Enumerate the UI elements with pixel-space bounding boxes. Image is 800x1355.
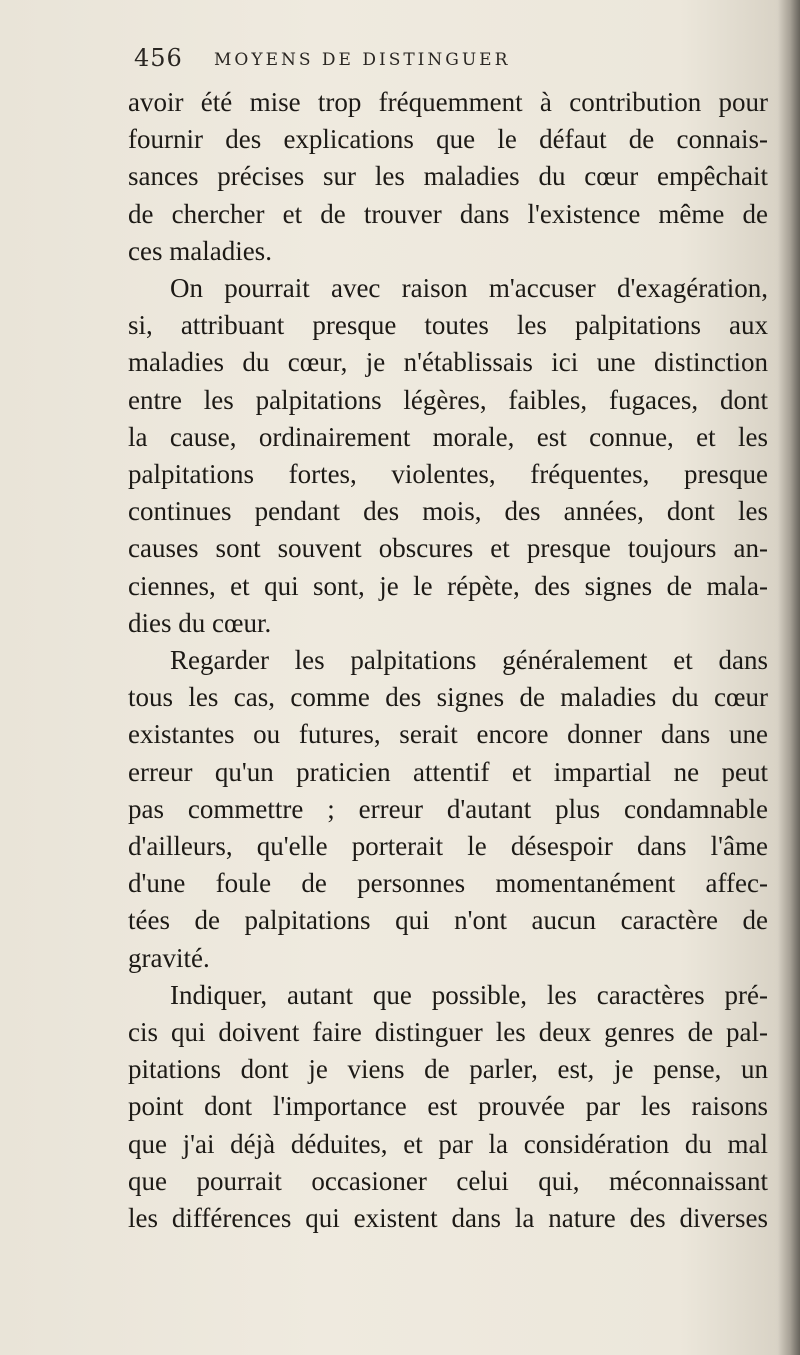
body-text	[128, 84, 768, 1237]
text-line: existantes ou futures, serait encore donner dans une	[128, 719, 768, 750]
text-line: les différences qui existent dans la nature des diverses	[128, 1203, 768, 1234]
text-line: Indiquer, autant que possible, les caractères pré-	[170, 979, 768, 1010]
text-line: que j'ai déjà déduites, et par la considération du mal	[128, 1128, 768, 1159]
text-line: ces maladies.	[128, 235, 272, 266]
text-line: maladies du cœur, je n'établissais ici une distinction	[128, 347, 768, 378]
page-header	[134, 42, 774, 84]
text-line: d'une foule de personnes momentanément affec-	[128, 868, 768, 899]
text-line: erreur qu'un praticien attentif et impartial ne peut	[128, 756, 768, 787]
text-line: tous les cas, comme des signes de maladies du cœur	[128, 682, 768, 713]
text-line: pas commettre ; erreur d'autant plus condamnable	[128, 793, 768, 824]
text-line: fournir des explications que le défaut de connais-	[128, 124, 768, 155]
text-line: continues pendant des mois, des années, dont les	[128, 496, 768, 527]
text-line: dies du cœur.	[128, 607, 272, 638]
text-line: tées de palpitations qui n'ont aucun caractère de	[128, 905, 768, 936]
text-line: avoir été mise trop fréquemment à contribution pour	[128, 87, 768, 117]
text-line: palpitations fortes, violentes, fréquentes, presque	[128, 459, 768, 490]
text-line: pitations dont je viens de parler, est, je pense, un	[128, 1054, 768, 1085]
text-line: d'ailleurs, qu'elle porterait le désespoir dans l'âme	[128, 831, 768, 862]
text-line: Regarder les palpitations généralement et dans	[170, 645, 768, 676]
text-line: si, attribuant presque toutes les palpitations aux	[128, 310, 768, 341]
page-edge-shadow	[778, 0, 800, 1355]
text-line: que pourrait occasioner celui qui, méconnaissant	[128, 1165, 768, 1196]
text-line: causes sont souvent obscures et presque toujours an-	[128, 533, 768, 564]
text-line: point dont l'importance est prouvée par les raisons	[128, 1091, 768, 1122]
text-line: entre les palpitations légères, faibles, fugaces, dont	[128, 384, 768, 415]
text-line: sances précises sur les maladies du cœur empêchait	[128, 161, 768, 192]
text-line: On pourrait avec raison m'accuser d'exagération,	[170, 273, 768, 304]
text-line: de chercher et de trouver dans l'existence même de	[128, 198, 768, 229]
running-head: MOYENS DE DISTINGUER	[214, 50, 511, 70]
page-number: 456	[134, 44, 183, 72]
text-line: gravité.	[128, 942, 210, 973]
text-line: ciennes, et qui sont, je le répète, des signes de mala-	[128, 570, 768, 601]
text-line: la cause, ordinairement morale, est connue, et les	[128, 421, 768, 452]
text-line: cis qui doivent faire distinguer les deux genres de pal-	[128, 1017, 768, 1048]
